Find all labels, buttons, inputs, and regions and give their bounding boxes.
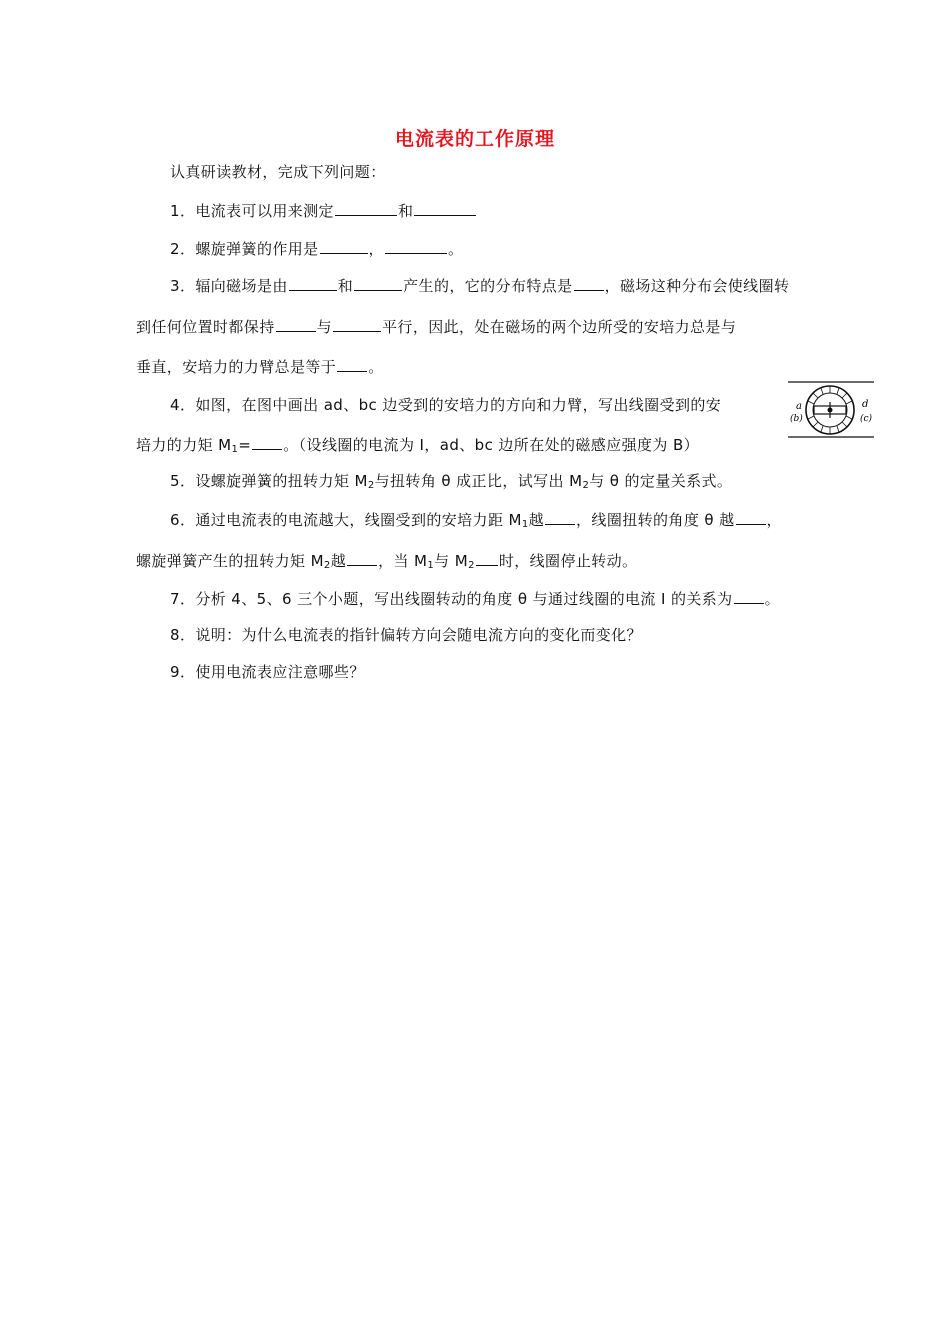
answer-blank[interactable] — [385, 238, 447, 254]
question-4-line-1: 4．如图，在图中画出 ad、bc 边受到的安培力的方向和力臂，写出线圈受到的安 — [170, 396, 722, 414]
question-3-line-1: 3．辐向磁场是由 和 产生的，它的分布特点是 ，磁场这种分布会使线圈转 — [170, 277, 790, 295]
answer-blank[interactable] — [337, 356, 367, 372]
answer-blank[interactable] — [414, 200, 476, 216]
answer-blank[interactable] — [333, 316, 381, 332]
question-3-line-2: 到任何位置时都保持 与 平行，因此，处在磁场的两个边所受的安培力总是与 — [136, 318, 737, 336]
answer-blank[interactable] — [476, 550, 498, 566]
label-b: (b) — [790, 414, 803, 424]
label-a: a — [796, 401, 802, 412]
intro-text: 认真研读教材，完成下列问题： — [170, 163, 386, 181]
page-title: 电流表的工作原理 — [394, 128, 555, 150]
answer-blank[interactable] — [347, 550, 377, 566]
label-c: (c) — [860, 414, 873, 424]
question-3-line-3: 垂直，安培力的力臂总是等于 。 — [136, 358, 384, 376]
answer-blank[interactable] — [736, 509, 766, 525]
answer-blank[interactable] — [252, 434, 282, 450]
answer-blank[interactable] — [335, 200, 397, 216]
answer-blank[interactable] — [289, 275, 337, 291]
question-1: 1．电流表可以用来测定 和 — [170, 200, 477, 221]
question-6-line-2: 螺旋弹簧产生的扭转力矩 $M_2$越 ，当 $M_1$与 $M_2$ 时，线圈停止转动。 — [136, 552, 638, 571]
question-2: 2．螺旋弹簧的作用是 ， 。 — [170, 240, 464, 258]
answer-blank[interactable] — [545, 509, 575, 525]
coil-magnetic-field-diagram — [786, 380, 878, 440]
answer-blank[interactable] — [276, 316, 316, 332]
question-4-line-2: 培力的力矩 $M_1=$ 。（设线圈的电流为 I，ad、bc 边所在处的磁感应强度为 B） — [136, 436, 700, 455]
question-5: 5．设螺旋弹簧的扭转力矩 $M_2$与扭转角 θ 成正比，试写出 $M_2$与 θ 的定量关系式。 — [170, 472, 733, 491]
answer-blank[interactable] — [320, 238, 368, 254]
question-6-line-1: 6．通过电流表的电流越大，线圈受到的安培力距 $M_1$越 ，线圈扭转的角度 θ 越 ， — [170, 511, 782, 530]
question-7: 7．分析 4、5、6 三个小题，写出线圈转动的角度 θ 与通过线圈的电流 I 的关系为 。 — [170, 590, 780, 608]
label-d: d — [862, 399, 869, 410]
question-9: 9．使用电流表应注意哪些？ — [170, 663, 365, 681]
answer-blank[interactable] — [574, 275, 604, 291]
question-8: 8．说明：为什么电流表的指针偏转方向会随电流方向的变化而变化？ — [170, 626, 642, 644]
answer-blank[interactable] — [354, 275, 402, 291]
answer-blank[interactable] — [734, 588, 764, 604]
